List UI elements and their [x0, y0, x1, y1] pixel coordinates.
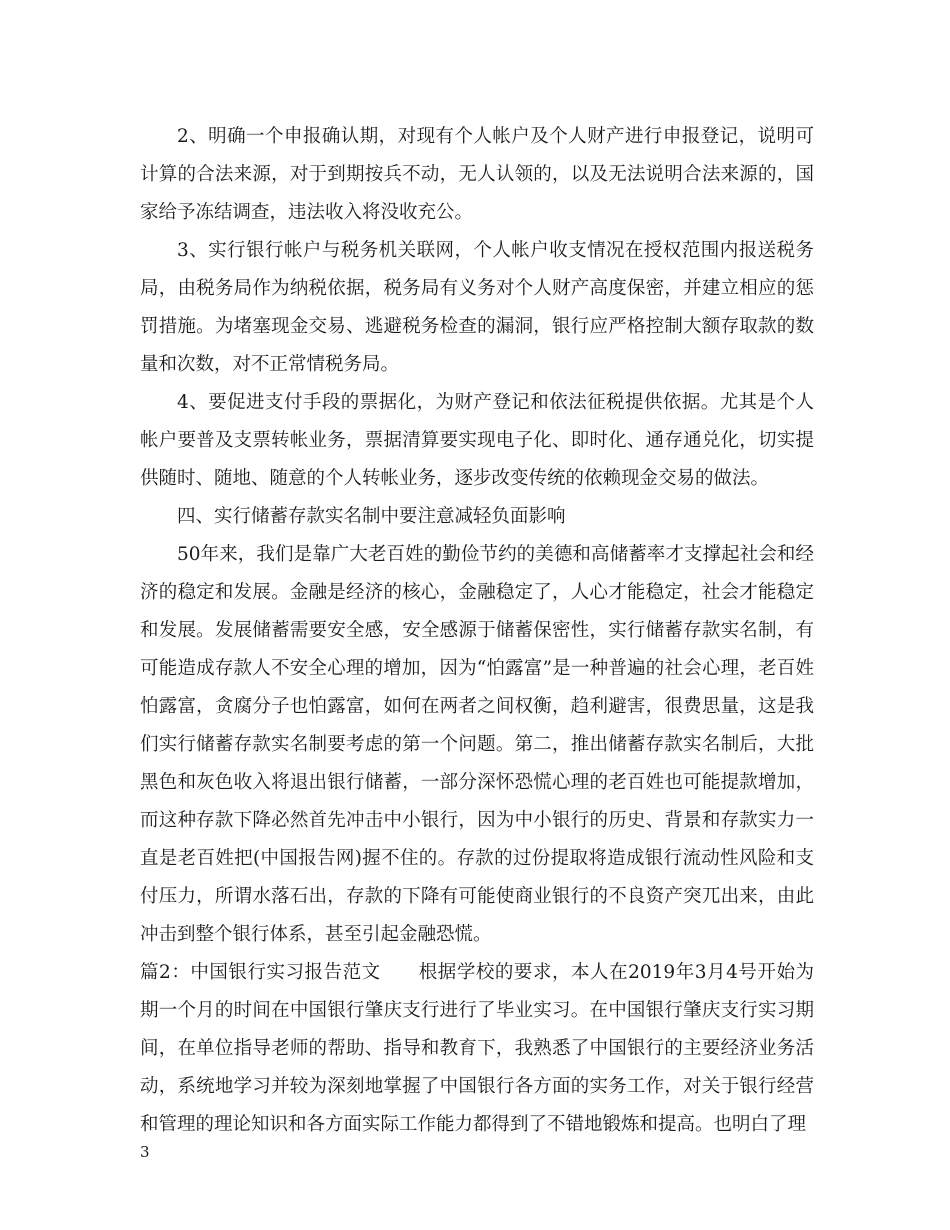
paragraph-internship-report: 篇2：中国银行实习报告范文 根据学校的要求，本人在2019年3月4号开始为期一个月的时间在中国银行肇庆支行进行了毕业实习。在中国银行肇庆支行实习期间，在单位指导老师的帮助、指导和教育下，我熟悉了中国银行的主要经济业务活动，系统地学习并较为深刻地掌握了中国银行各方面的实务工作，对关于银行经营和管理的理论知识和各方面实际工作能力都得到了不错地锻炼和提高。也明白了理: [140, 962, 814, 1135]
page-number: 3: [140, 1143, 150, 1161]
paragraph-item-2: 2、明确一个申报确认期，对现有个人帐户及个人财产进行申报登记，说明可计算的合法来源，对于到期按兵不动，无人认领的，以及无法说明合法来源的，国家给予冻结调查，违法收入将没收充公。: [140, 126, 814, 223]
paragraph-savings: 50年来，我们是靠广大老百姓的勤俭节约的美德和高储蓄率才支撑起社会和经济的稳定和发展。金融是经济的核心，金融稳定了，人心才能稳定，社会才能稳定和发展。发展储蓄需要安全感，安全感源于储蓄保密性，实行储蓄存款实名制，有可能造成存款人不安全心理的增加，因为“怕露富”是一种普遍的社会心理，老百姓怕露富，贪腐分子也怕露富，如何在两者之间权衡，趋利避害，很费思量，这是我们实行储蓄存款实名制要考虑的第一个问题。第二，推出储蓄存款实名制后，大批黑色和灰色收入将退出银行储蓄，一部分深怀恐慌心理的老百姓也可能提款增加，而这种存款下降必然首先冲击中小银行，因为中小银行的历史、背景和存款实力一直是老百姓把(中国报告网)握不住的。存款的过份提取将造成银行流动性风险和支付压力，所谓水落石出，存款的下降有可能使商业银行的不良资产突兀出来，由此冲击到整个银行体系，甚至引起金融恐慌。: [140, 544, 814, 945]
paragraph-item-3: 3、实行银行帐户与税务机关联网，个人帐户收支情况在授权范围内报送税务局，由税务局作为纳税依据，税务局有义务对个人财产高度保密，并建立相应的惩罚措施。为堵塞现金交易、逃避税务检查的漏洞，银行应严格控制大额存取款的数量和次数，对不正常情税务局。: [140, 240, 814, 375]
section-heading: 四、实行储蓄存款实名制中要注意减轻负面影响: [177, 506, 566, 527]
document-body: [140, 118, 814, 1144]
paragraph-item-4: 4、要促进支付手段的票据化，为财产登记和依法征税提供依据。尤其是个人帐户要普及支票转帐业务，票据清算要实现电子化、即时化、通存通兑化，切实提供随时、随地、随意的个人转帐业务，逐步改变传统的依赖现金交易的做法。: [140, 392, 814, 489]
